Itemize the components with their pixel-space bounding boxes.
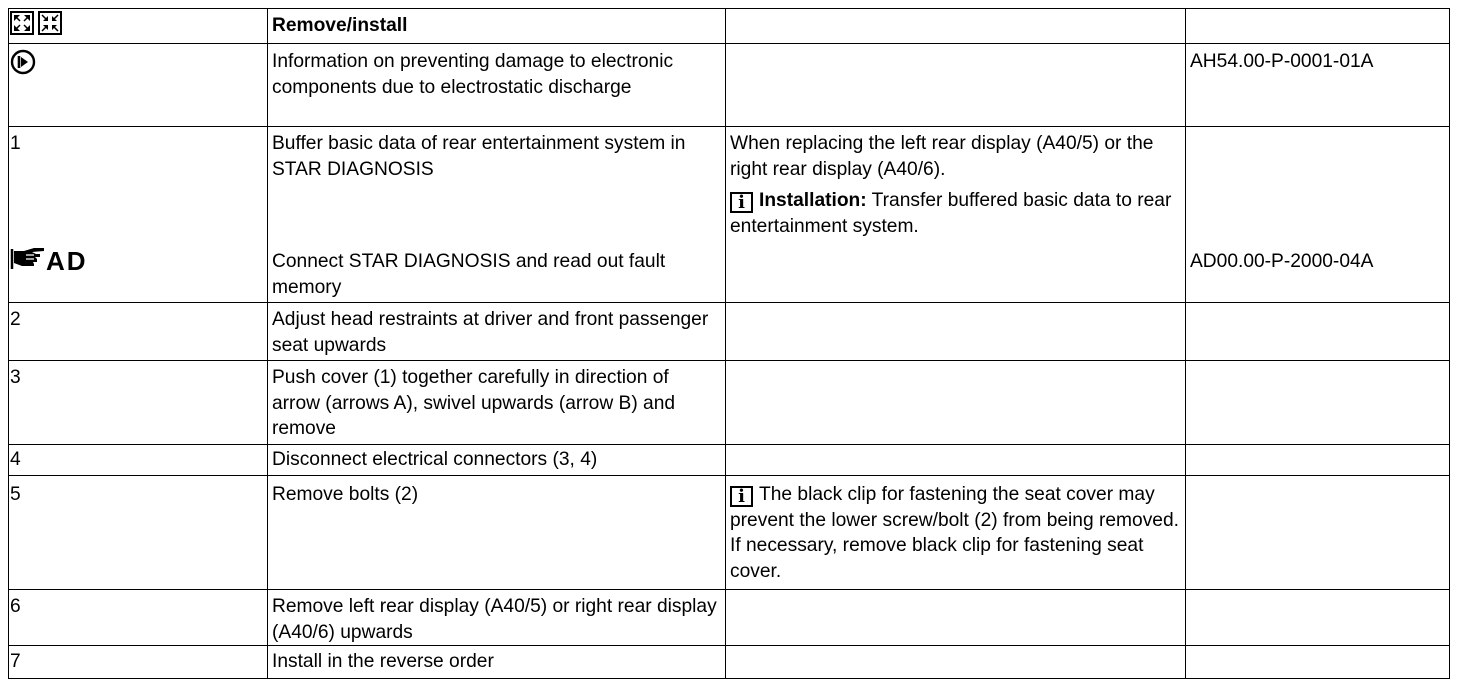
notes-cell bbox=[726, 361, 1186, 445]
reference-cell bbox=[1186, 127, 1450, 303]
reference-cell bbox=[1186, 646, 1450, 679]
description-cell bbox=[268, 646, 726, 679]
step-note: When replacing the left rear display (A40/5) or the right rear display (A40/6). bbox=[730, 133, 1154, 180]
step-description: Remove left rear display (A40/5) or right rear display (A40/6) upwards bbox=[272, 596, 717, 643]
step-description: Disconnect electrical connectors (3, 4) bbox=[272, 449, 598, 470]
view-toggle-icons bbox=[10, 11, 62, 35]
installation-note bbox=[730, 188, 1181, 239]
step-number: 4 bbox=[10, 449, 21, 470]
procedure-document bbox=[8, 8, 1449, 681]
description-cell bbox=[268, 590, 726, 646]
step-description: Information on preventing damage to electronic components due to electrostatic discharge bbox=[272, 51, 674, 98]
installation-text: Transfer buffered basic data to rear entertainment system. bbox=[730, 190, 1172, 237]
description-cell bbox=[268, 44, 726, 127]
step-cell bbox=[9, 303, 268, 361]
step-description: Remove bolts (2) bbox=[272, 484, 419, 505]
table-row bbox=[9, 127, 1450, 303]
table-row bbox=[9, 590, 1450, 646]
step-number: 2 bbox=[10, 309, 21, 330]
section-title: Remove/install bbox=[272, 15, 408, 36]
reference-cell bbox=[1186, 476, 1450, 590]
info-icon: i bbox=[730, 486, 753, 507]
step-description: Connect STAR DIAGNOSIS and read out fault memory bbox=[272, 251, 666, 298]
step-description: Buffer basic data of rear entertainment system in STAR DIAGNOSIS bbox=[272, 133, 686, 180]
notes-cell bbox=[726, 127, 1186, 303]
step-code: AD bbox=[46, 246, 88, 276]
step-number: 3 bbox=[10, 367, 21, 388]
procedure-table bbox=[8, 8, 1450, 679]
document-reference-link[interactable]: AH54.00-P-0001-01A bbox=[1190, 51, 1374, 72]
description-cell bbox=[268, 361, 726, 445]
step-description: Adjust head restraints at driver and front passenger seat upwards bbox=[272, 309, 709, 356]
description-cell bbox=[268, 476, 726, 590]
expand-icon[interactable] bbox=[10, 11, 34, 35]
header-empty-cell bbox=[726, 9, 1186, 44]
table-row bbox=[9, 476, 1450, 590]
step-number: 5 bbox=[10, 484, 21, 505]
description-cell bbox=[268, 445, 726, 476]
notes-cell bbox=[726, 646, 1186, 679]
collapse-icon[interactable] bbox=[38, 11, 62, 35]
info-icon: i bbox=[730, 192, 753, 213]
step-cell bbox=[9, 590, 268, 646]
step-number: 6 bbox=[10, 596, 21, 617]
table-header-row bbox=[9, 9, 1450, 44]
step-number: 7 bbox=[10, 651, 21, 673]
notes-cell bbox=[726, 590, 1186, 646]
notes-cell bbox=[726, 476, 1186, 590]
notes-cell bbox=[726, 303, 1186, 361]
notes-cell bbox=[726, 44, 1186, 127]
notes-cell bbox=[726, 445, 1186, 476]
step-description: Install in the reverse order bbox=[272, 651, 494, 673]
step-cell bbox=[9, 127, 268, 303]
reference-cell bbox=[1186, 590, 1450, 646]
esd-warning-icon bbox=[10, 49, 36, 83]
table-row bbox=[9, 646, 1450, 679]
step-cell bbox=[9, 44, 268, 127]
reference-cell bbox=[1186, 44, 1450, 127]
step-note: The black clip for fastening the seat cover may prevent the lower screw/bolt (2) from being removed. If necessary, remove black clip for fastening seat cover. bbox=[730, 484, 1179, 582]
reference-cell bbox=[1186, 361, 1450, 445]
description-cell bbox=[268, 127, 726, 303]
description-cell bbox=[268, 303, 726, 361]
reference-cell bbox=[1186, 303, 1450, 361]
step-cell bbox=[9, 476, 268, 590]
table-row bbox=[9, 44, 1450, 127]
table-row bbox=[9, 445, 1450, 476]
document-reference-link[interactable]: AD00.00-P-2000-04A bbox=[1190, 251, 1374, 272]
step-cell bbox=[9, 646, 268, 679]
step-cell bbox=[9, 361, 268, 445]
header-empty-cell bbox=[1186, 9, 1450, 44]
installation-label: Installation: bbox=[759, 190, 867, 212]
reference-cell bbox=[1186, 445, 1450, 476]
diagnosis-step-marker bbox=[9, 245, 267, 279]
step-description: Push cover (1) together carefully in direction of arrow (arrows A), swivel upwards (arrow B) and remove bbox=[272, 367, 676, 440]
header-title-cell bbox=[268, 9, 726, 44]
header-icons-cell bbox=[9, 9, 268, 44]
step-number: 1 bbox=[10, 133, 21, 154]
step-cell bbox=[9, 445, 268, 476]
pointing-hand-icon bbox=[10, 245, 46, 279]
table-row bbox=[9, 303, 1450, 361]
table-row bbox=[9, 361, 1450, 445]
